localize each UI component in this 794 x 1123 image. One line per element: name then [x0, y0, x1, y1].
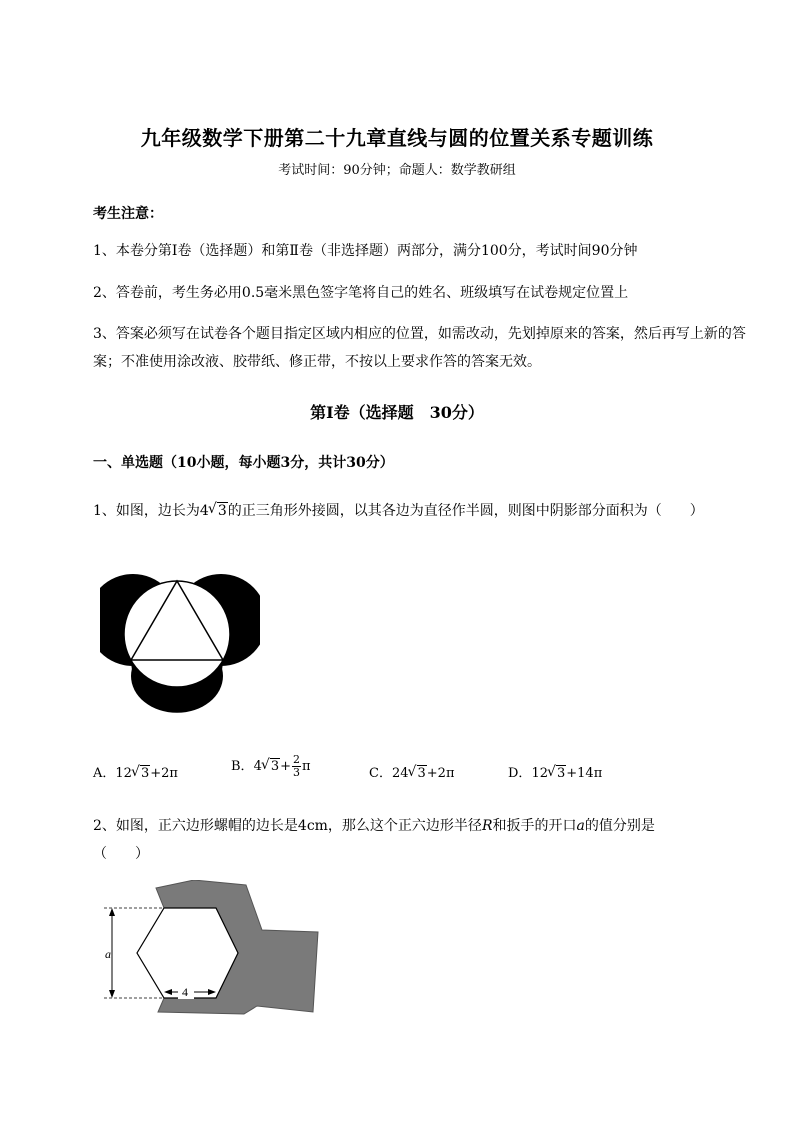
circumscribed-circle	[124, 581, 230, 687]
notice-heading: 考生注意：	[93, 206, 163, 222]
q1-option-d[interactable]: D．12√ 3+14π	[508, 762, 602, 781]
notice-item-3: 3、答案必须写在试卷各个题目指定区域内相应的位置，如需改动，先划掉原来的答案，然后再写上新的答案；不准使用涂改液、胶带纸、修正带，不按以上要求作答的答案无效。	[93, 326, 746, 370]
section-title: 第I卷（选择题 30分）	[310, 403, 484, 422]
q1-figure	[100, 572, 260, 722]
exam-info: 考试时间：90分钟；命题人：数学教研组	[278, 163, 516, 178]
q1-coef: 4	[199, 503, 209, 519]
arrow-down-icon	[109, 990, 115, 998]
q1-suffix: 的正三角形外接圆，以其各边为直径作半圆，则图中阴影部分面积为（ ）	[227, 503, 704, 519]
q1-prefix: 1、如图，边长为	[93, 503, 200, 519]
notice-item-2: 2、答卷前，考生务必用0.5毫米黑色签字笔将自己的姓名、班级填写在试卷规定位置上	[93, 285, 629, 301]
question-1	[93, 500, 704, 520]
answer-blank: （ ）	[93, 846, 149, 862]
page-title: 九年级数学下册第二十九章直线与圆的位置关系专题训练	[140, 126, 654, 150]
q1-option-b[interactable]: B．4√ 3+ $\frac{2}{3}$ π	[231, 754, 311, 779]
label-a: a	[105, 947, 111, 961]
part-heading: 一、单选题（10小题，每小题3分，共计30分）	[93, 455, 394, 471]
notice-item-1: 1、本卷分第I卷（选择题）和第Ⅱ卷（非选择题）两部分，满分100分，考试时间90分钟	[93, 243, 638, 259]
var-a: a	[576, 818, 585, 834]
q1-option-c[interactable]: C．24√ 3+2π	[369, 762, 455, 781]
var-r: R	[481, 818, 493, 834]
q1-option-a[interactable]: A．12√ 3+2π	[93, 762, 178, 781]
label-4: 4	[182, 985, 188, 999]
q1-sqrt: √ 3	[210, 503, 228, 519]
question-2: 2、如图，正六边形螺帽的边长是4cm，那么这个正六边形半径R和扳手的开口a的值分别是 （ ）	[93, 818, 655, 862]
arrow-up-icon	[109, 908, 115, 916]
fraction: $\frac{2}{3}$	[293, 753, 301, 779]
q2-figure	[94, 880, 324, 1020]
